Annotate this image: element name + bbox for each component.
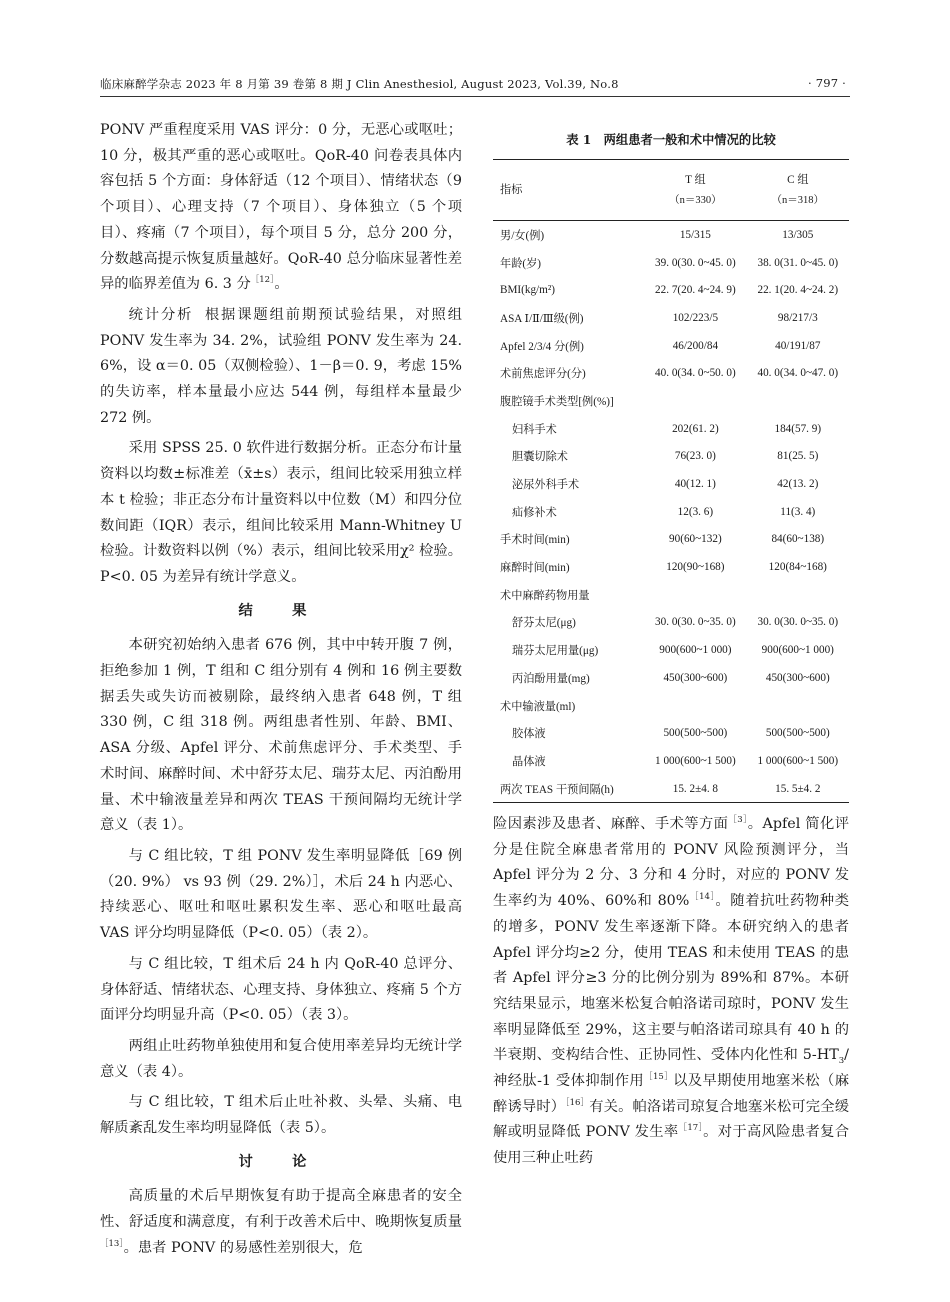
subscript-3: 3 [838, 1056, 845, 1067]
statistics-lead: 统计分析 [128, 306, 194, 323]
paragraph-results-4: 两组止吐药物单独使用和复合使用率差异均无统计学意义（表 4）。 [100, 1037, 462, 1080]
table-title: 表 1 两组患者一般和术中情况的比较 [566, 132, 776, 147]
left-column [100, 118, 462, 1262]
table-group-row: 术中麻醉药物用量 [500, 589, 590, 602]
paragraph-statistics-sample: 统计分析 根据课题组前期预试验结果，对照组 PONV 发生率为 34. 2%，试验组 PONV 发生率为 24. 6%，设 α＝0. 05（双侧检验）、1－β＝0. 9，考虑 15%的失访率，样本量最小应达 544 例，每组样本量最少 272 例。 [100, 306, 463, 426]
table-row: 瑞芬太尼用量(μg) 900(600~1 000) 900(600~1 000) [512, 644, 834, 658]
table-row: BMI(kg/m²) 22. 7(20. 4~24. 9) 22. 1(20. 4~24. 2) [500, 284, 839, 297]
page-number: · 797 · [808, 76, 846, 90]
table-row: 麻醉时间(min) 120(90~168) 120(84~168) [500, 561, 827, 575]
table-1-block [493, 118, 849, 803]
table-row: 晶体液 1 000(600~1 500) 1 000(600~1 500) [512, 754, 839, 768]
citation-13: ［13］ [100, 1239, 124, 1250]
table-group-row: 术中输液量(ml) [500, 700, 576, 713]
table-1 [493, 159, 849, 803]
paragraph-results-3: 与 C 组比较，T 组术后 24 h 内 QoR-40 总评分、身体舒适、情绪状态、心理支持、身体独立、疼痛 5 个方面评分均明显升高（P<0. 05）（表 3）。 [100, 955, 462, 1024]
running-header [100, 72, 850, 97]
section-heading-discussion: 讨 论 [238, 1153, 324, 1170]
table-row: 舒芬太尼(μg) 30. 0(30. 0~35. 0) 30. 0(30. 0~35. 0) [512, 616, 839, 630]
paragraph-discussion-continued: 险因素涉及患者、麻醉、手术等方面$^{[3]}$。Apfel 简化评分是住院全麻患者常用的 PONV 风险预测评分，当 Apfel 评分为 2 分、3 分和 4 分时，对应的 PONV 发生率约为 40%、60%和 80%$^{[14]}$。随着抗吐药物种类的增多，PONV 发生率逐渐下降。本研究纳入的患者 Apfel 评分均≥2 分，使用 TEAS 和未使用 TEAS 的患者 Apfel 评分≥3 分的比例分别为 89%和 87%。本研究结果显示，地塞米松复合帕洛诺司琼时，PONV 发生率明显降低至 29%，这主要与帕洛诺司琼具有 40 h 的半衰期、变构结合性、正协同性、受体内化性和 $5-HT_3/$神经肽-1 受体抑制作用$^{[15]}$以及早期使用地塞米松（麻醉诱导时）$^{[16]}$有关。帕洛诺司琼复合地塞米松可完全缓解或明显降低 PONV 发生率$^{[17]}$。对于高风险患者复合使用三种止吐药 [493, 815, 849, 1167]
table-row: 妇科手术 202(61. 2) 184(57. 9) [512, 422, 822, 436]
citation-14: ［14］ [689, 892, 716, 903]
table-row: 年龄(岁) 39. 0(30. 0~45. 0) 38. 0(31. 0~45. 0) [500, 256, 839, 270]
table-row: 丙泊酚用量(mg) 450(300~600) 450(300~600) [512, 671, 830, 685]
table-row: Apfel 2/3/4 分(例) 46/200/84 40/191/87 [500, 339, 821, 353]
table-row: 两次 TEAS 干预间隔(h) 15. 2±4. 8 15. 5±4. 2 [500, 782, 821, 796]
right-column-text [493, 812, 849, 1172]
table-row: 术前焦虑评分(分) 40. 0(34. 0~50. 0) 40. 0(34. 0~47. 0) [500, 367, 839, 381]
table-row: 男/女(例) 15/315 13/305 [500, 228, 814, 242]
citation-3: ［3］ [728, 815, 748, 826]
paragraph-ponv-scoring: PONV 严重程度采用 VAS 评分：0 分，无恶心或呕吐；10 分，极其严重的恶心或呕吐。QoR-40 问卷表具体内容包括 5 个方面：身体舒适（12 个项目）、情绪状态（9 个项目）、心理支持（7 个项目）、身体独立（5 个项目）、疼痛（7 个项目），每个项目 5 分，总分 200 分，分数越高提示恢复质量越好。QoR-40 总分临床显著性差异的临界差值为 6. 3 分$^{[12]}$。 [100, 122, 462, 293]
citation-12: ［12］ [250, 275, 275, 286]
table-header-row [493, 160, 849, 221]
table-row: 疝修补术 12(3. 6) 11(3. 4) [512, 505, 816, 519]
table-row: 泌尿外科手术 40(12. 1) 42(13. 2) [512, 478, 819, 492]
table-row: ASA Ⅰ/Ⅱ/Ⅲ级(例) 102/223/5 98/217/3 [500, 311, 818, 325]
paragraph-statistics-methods: 采用 SPSS 25. 0 软件进行数据分析。正态分布计量资料以均数±标准差（x̄±s）表示，组间比较采用独立样本 t 检验；非正态分布计量资料以中位数（M）和四分位数间距（IQR）表示，组间比较采用 Mann-Whitney U 检验。计数资料以例（%）表示，组间比较采用χ² 检验。P<0. 05 为差异有统计学意义。 [100, 440, 462, 585]
header-indicator: 指标 [493, 160, 644, 221]
citation-17: ［17］ [678, 1123, 704, 1134]
table-group-row: 腹腔镜手术类型[例(%)] [500, 395, 614, 408]
journal-citation: 临床麻醉学杂志 2023 年 8 月第 39 卷第 8 期 J Clin Anesthesiol, August 2023, Vol.39, No.8 [100, 77, 619, 91]
section-heading-results: 结 果 [238, 602, 324, 619]
citation-16: ［16］ [565, 1097, 590, 1108]
paragraph-discussion-1: 高质量的术后早期恢复有助于提高全麻患者的安全性、舒适度和满意度，有利于改善术后中、晚期恢复质量$^{[13]}$。患者 PONV 的易感性差别很大，危 [100, 1188, 462, 1256]
paragraph-results-2: 与 C 组比较，T 组 PONV 发生率明显降低［69 例（20. 9%） vs 93 例（29. 2%）］，术后 24 h 内恶心、持续恶心、呕吐和呕吐累积发生率、恶心和呕吐最高 VAS 评分均明显降低（P<0. 05）（表 2）。 [100, 847, 462, 942]
paragraph-results-5: 与 C 组比较，T 组术后止吐补救、头晕、头痛、电解质紊乱发生率均明显降低（表 5）。 [100, 1094, 462, 1137]
header-c-group: C 组 （n＝318） [747, 160, 849, 221]
table-row: 胶体液 500(500~500) 500(500~500) [512, 727, 830, 741]
citation-15: ［15］ [644, 1072, 674, 1083]
paragraph-results-1: 本研究初始纳入患者 676 例，其中中转开腹 7 例，拒绝参加 1 例，T 组和 C 组分别有 4 例和 16 例主要数据丢失或失访而被剔除，最终纳入患者 648 例，T 组 330 例，C 组 318 例。两组患者性别、年龄、BMI、ASA 分级、Apfel 评分、术前焦虑评分、手术类型、手术时间、麻醉时间、术中舒芬太尼、瑞芬太尼、丙泊酚用量、术中输液量差异和两次 TEAS 干预间隔均无统计学意义（表 1）。 [100, 637, 462, 834]
table-row: 手术时间(min) 90(60~132) 84(60~138) [500, 533, 825, 547]
table-row: 胆囊切除术 76(23. 0) 81(25. 5) [512, 450, 819, 464]
header-t-group: T 组 （n＝330） [644, 160, 746, 221]
